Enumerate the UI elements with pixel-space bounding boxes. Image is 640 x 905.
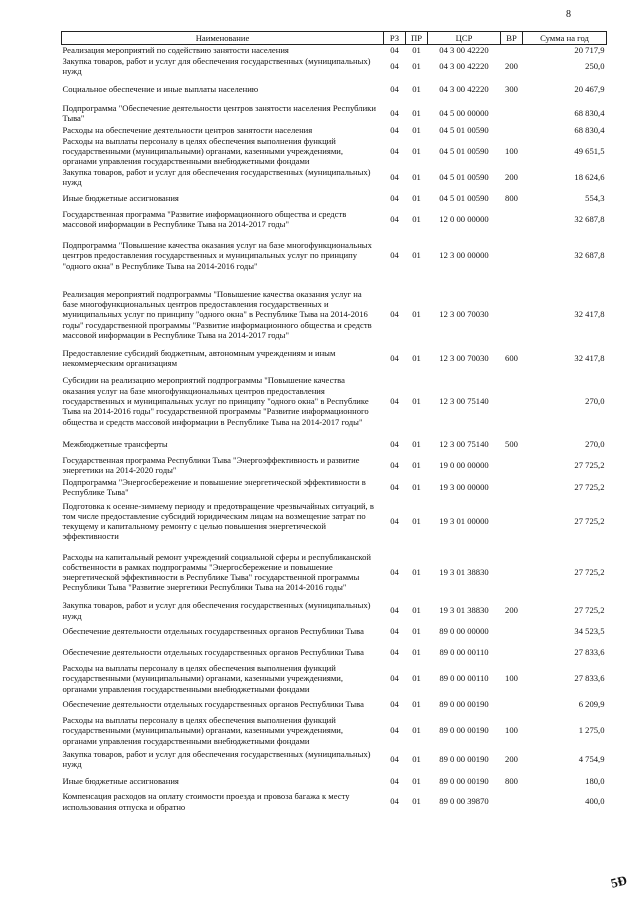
row-sum: 6 209,9 bbox=[578, 699, 605, 710]
row-rz: 04 bbox=[390, 395, 399, 406]
row-vr: 800 bbox=[505, 775, 518, 786]
row-sum: 27 725,2 bbox=[574, 481, 605, 492]
row-sum: 20 717,9 bbox=[574, 45, 605, 56]
row-pr: 01 bbox=[412, 83, 421, 94]
row-vr bbox=[501, 368, 523, 434]
table-row bbox=[62, 102, 607, 125]
row-vr bbox=[501, 498, 523, 544]
row-name: Расходы на выплаты персоналу в целях обеспечения выполнения функций государственными (муниципальными) органами, казенными учреждениями, органами управления государственными внебюджетными фондами bbox=[62, 715, 344, 746]
row-rz: 04 bbox=[390, 673, 399, 684]
table-row bbox=[62, 476, 607, 498]
row-name: Реализация мероприятий по содействию занятости населения bbox=[62, 45, 289, 56]
row-rz: 04 bbox=[390, 796, 399, 807]
row-pr: 01 bbox=[412, 481, 421, 492]
row-csr: 89 0 00 00110 bbox=[439, 673, 489, 684]
row-rz: 04 bbox=[390, 192, 399, 203]
row-pr: 01 bbox=[412, 753, 421, 764]
row-vr bbox=[501, 642, 523, 663]
row-csr: 04 5 00 00000 bbox=[439, 107, 489, 118]
row-sum: 180,0 bbox=[585, 775, 605, 786]
row-rz: 04 bbox=[390, 438, 399, 449]
row-sum: 270,0 bbox=[585, 395, 605, 406]
row-pr: 01 bbox=[412, 566, 421, 577]
table-row bbox=[62, 77, 607, 102]
row-pr: 01 bbox=[412, 250, 421, 261]
row-pr: 01 bbox=[412, 459, 421, 470]
row-sum: 34 523,5 bbox=[574, 626, 605, 637]
row-sum: 27 833,6 bbox=[574, 673, 605, 684]
table-row bbox=[62, 230, 607, 282]
table-row bbox=[62, 167, 607, 188]
table-row bbox=[62, 694, 607, 715]
row-pr: 01 bbox=[412, 352, 421, 363]
table-row bbox=[62, 434, 607, 454]
row-sum: 68 830,4 bbox=[574, 124, 605, 135]
row-csr: 12 0 00 00000 bbox=[439, 213, 489, 224]
table-row bbox=[62, 188, 607, 209]
row-rz: 04 bbox=[390, 753, 399, 764]
row-pr: 01 bbox=[412, 647, 421, 658]
row-rz: 04 bbox=[390, 352, 399, 363]
row-name: Государственная программа "Развитие информационного общества и средств массовой информации в Республике Тыва на 2014-2017 годы" bbox=[62, 208, 347, 229]
table-row bbox=[62, 544, 607, 600]
table-row bbox=[62, 621, 607, 642]
row-sum: 554,3 bbox=[585, 192, 605, 203]
row-sum: 27 833,6 bbox=[574, 647, 605, 658]
row-sum: 18 624,6 bbox=[574, 171, 605, 182]
table-row bbox=[62, 125, 607, 136]
row-vr: 200 bbox=[505, 60, 518, 71]
row-csr: 12 3 00 70030 bbox=[439, 352, 489, 363]
row-csr: 04 3 00 42220 bbox=[439, 83, 489, 94]
row-name: Социальное обеспечение и иные выплаты населению bbox=[62, 83, 259, 94]
row-name: Обеспечение деятельности отдельных государственных органов Республики Тыва bbox=[62, 647, 364, 658]
table-body bbox=[62, 45, 607, 814]
row-vr bbox=[501, 282, 523, 348]
row-rz: 04 bbox=[390, 775, 399, 786]
header-name: Наименование bbox=[62, 32, 384, 45]
row-vr: 200 bbox=[505, 753, 518, 764]
row-name: Подпрограмма "Повышение качества оказания услуг на базе многофункциональных центров предоставления государственных и муниципальных услуг по принципу "одного окна" в Республике Тыва на 2014-2016 годы" bbox=[62, 240, 372, 271]
row-pr: 01 bbox=[412, 626, 421, 637]
row-csr: 12 3 00 00000 bbox=[439, 250, 489, 261]
row-sum: 32 687,8 bbox=[574, 213, 605, 224]
row-csr: 04 3 00 42220 bbox=[439, 45, 489, 56]
row-pr: 01 bbox=[412, 673, 421, 684]
row-vr: 500 bbox=[505, 438, 518, 449]
row-sum: 250,0 bbox=[585, 60, 605, 71]
row-vr: 100 bbox=[505, 673, 518, 684]
row-sum: 1 275,0 bbox=[578, 725, 605, 736]
row-pr: 01 bbox=[412, 725, 421, 736]
table-row bbox=[62, 790, 607, 813]
row-vr bbox=[501, 476, 523, 498]
row-csr: 19 0 00 00000 bbox=[439, 459, 489, 470]
row-vr bbox=[501, 102, 523, 125]
row-csr: 04 5 01 00590 bbox=[439, 145, 489, 156]
row-rz: 04 bbox=[390, 171, 399, 182]
row-name: Закупка товаров, работ и услуг для обеспечения государственных (муниципальных) нужд bbox=[62, 748, 371, 770]
row-rz: 04 bbox=[390, 45, 399, 56]
row-rz: 04 bbox=[390, 515, 399, 526]
header-rz: РЗ bbox=[384, 32, 406, 45]
row-vr bbox=[501, 694, 523, 715]
table-row bbox=[62, 45, 607, 56]
row-sum: 27 725,2 bbox=[574, 459, 605, 470]
row-csr: 19 3 01 38830 bbox=[439, 566, 489, 577]
header-pr: ПР bbox=[406, 32, 428, 45]
row-csr: 89 0 00 00190 bbox=[439, 699, 489, 710]
row-name: Расходы на капитальный ремонт учреждений социальной сферы и республиканской собственности в рамках подпрограммы "Энергосбережение и повышение энергетической эффективности в Республике Тыва" государственной программы Республики Тыва "Развитие энергетики Республики Тыва на 2014-2016 годы" bbox=[62, 551, 372, 593]
row-rz: 04 bbox=[390, 83, 399, 94]
row-csr: 89 0 00 00190 bbox=[439, 753, 489, 764]
row-vr: 800 bbox=[505, 192, 518, 203]
row-name: Подпрограмма "Энергосбережение и повышение энергетической эффективности в Республике Тыва" bbox=[62, 476, 366, 498]
row-rz: 04 bbox=[390, 60, 399, 71]
table-row bbox=[62, 715, 607, 746]
row-vr bbox=[501, 621, 523, 642]
row-name: Предоставление субсидий бюджетным, автономным учреждениям и иным некоммерческим организациям bbox=[62, 347, 336, 368]
table-row bbox=[62, 498, 607, 544]
row-csr: 04 5 01 00590 bbox=[439, 124, 489, 135]
row-vr: 100 bbox=[505, 725, 518, 736]
row-sum: 27 725,2 bbox=[574, 515, 605, 526]
row-name: Реализация мероприятий подпрограммы "Повышение качества оказания услуг на базе многофункциональных центров предоставления государственных и муниципальных услуг по принципу "одного окна" в Республике Тыва на 2014-2016 годы" государственной программы "Развитие информационного общества и средств массовой информации в Республике Тыва на 2014-2017 годы" bbox=[62, 288, 372, 340]
row-vr: 600 bbox=[505, 352, 518, 363]
row-vr: 200 bbox=[505, 605, 518, 616]
row-pr: 01 bbox=[412, 213, 421, 224]
row-name: Обеспечение деятельности отдельных государственных органов Республики Тыва bbox=[62, 699, 364, 710]
row-vr: 200 bbox=[505, 171, 518, 182]
row-pr: 01 bbox=[412, 699, 421, 710]
row-csr: 19 3 00 00000 bbox=[439, 481, 489, 492]
row-pr: 01 bbox=[412, 438, 421, 449]
row-rz: 04 bbox=[390, 605, 399, 616]
handwritten-mark: 5Ð bbox=[609, 872, 629, 891]
row-pr: 01 bbox=[412, 60, 421, 71]
row-name: Расходы на обеспечение деятельности центров занятости населения bbox=[62, 124, 313, 135]
row-name: Закупка товаров, работ и услуг для обеспечения государственных (муниципальных) нужд bbox=[62, 55, 371, 76]
row-csr: 89 0 00 00000 bbox=[439, 626, 489, 637]
header-csr: ЦСР bbox=[428, 32, 501, 45]
row-vr bbox=[501, 209, 523, 230]
row-vr bbox=[501, 125, 523, 136]
row-name: Межбюджетные трансферты bbox=[62, 438, 168, 449]
row-rz: 04 bbox=[390, 145, 399, 156]
row-rz: 04 bbox=[390, 250, 399, 261]
row-sum: 32 417,8 bbox=[574, 309, 605, 320]
row-name: Иные бюджетные ассигнования bbox=[62, 192, 179, 203]
row-pr: 01 bbox=[412, 775, 421, 786]
row-pr: 01 bbox=[412, 171, 421, 182]
row-name: Расходы на выплаты персоналу в целях обеспечения выполнения функций государственными (муниципальными) органами, казенными учреждениями, органами управления государственными внебюджетными фондами bbox=[62, 135, 344, 167]
row-name: Иные бюджетные ассигнования bbox=[62, 775, 179, 786]
row-rz: 04 bbox=[390, 107, 399, 118]
row-name: Субсидии на реализацию мероприятий подпрограммы "Повышение качества оказания услуг на базе многофункциональных центров предоставления государственных и муниципальных услуг по принципу "одного окна" в Республике Тыва на 2014-2016 годы" государственной программы "Развитие информационного общества и средств массовой информации в Республике Тыва на 2014-2017 годы" bbox=[62, 375, 369, 427]
row-rz: 04 bbox=[390, 699, 399, 710]
row-csr: 19 3 01 38830 bbox=[439, 605, 489, 616]
row-csr: 89 0 00 00190 bbox=[439, 725, 489, 736]
row-name: Подготовка к осенне-зимнему периоду и предотвращение чрезвычайных ситуаций, в том числе предоставление субсидий юридическим лицам на возмещение затрат по текущему и капитальному ремонту с целью повышения энергетической эффективности bbox=[62, 500, 374, 542]
row-vr bbox=[501, 544, 523, 600]
row-rz: 04 bbox=[390, 481, 399, 492]
page-number: 8 bbox=[566, 9, 571, 20]
table-row bbox=[62, 282, 607, 348]
row-csr: 04 3 00 42220 bbox=[439, 60, 489, 71]
row-vr: 100 bbox=[505, 145, 518, 156]
row-rz: 04 bbox=[390, 647, 399, 658]
row-rz: 04 bbox=[390, 309, 399, 320]
table-row bbox=[62, 136, 607, 167]
table-row bbox=[62, 642, 607, 663]
row-csr: 19 3 01 00000 bbox=[439, 515, 489, 526]
row-name: Обеспечение деятельности отдельных государственных органов Республики Тыва bbox=[62, 626, 364, 637]
row-sum: 68 830,4 bbox=[574, 107, 605, 118]
row-pr: 01 bbox=[412, 515, 421, 526]
row-csr: 12 3 00 70030 bbox=[439, 309, 489, 320]
row-csr: 89 0 00 39870 bbox=[439, 796, 489, 807]
table-row bbox=[62, 663, 607, 694]
row-vr bbox=[501, 790, 523, 813]
row-pr: 01 bbox=[412, 605, 421, 616]
row-rz: 04 bbox=[390, 124, 399, 135]
table-header-row bbox=[62, 32, 607, 45]
row-pr: 01 bbox=[412, 796, 421, 807]
table-row bbox=[62, 348, 607, 369]
row-rz: 04 bbox=[390, 213, 399, 224]
row-pr: 01 bbox=[412, 192, 421, 203]
row-pr: 01 bbox=[412, 309, 421, 320]
row-name: Закупка товаров, работ и услуг для обеспечения государственных (муниципальных) нужд bbox=[62, 166, 371, 187]
row-name: Закупка товаров, работ и услуг для обеспечения государственных (муниципальных) нужд bbox=[62, 600, 371, 621]
row-vr bbox=[501, 454, 523, 476]
row-sum: 4 754,9 bbox=[578, 753, 605, 764]
budget-table bbox=[61, 31, 607, 813]
row-pr: 01 bbox=[412, 45, 421, 56]
row-vr bbox=[501, 230, 523, 282]
row-vr: 300 bbox=[505, 83, 518, 94]
table-row bbox=[62, 454, 607, 476]
row-rz: 04 bbox=[390, 459, 399, 470]
table-row bbox=[62, 209, 607, 230]
row-name: Государственная программа Республики Тыва "Энергоэффективность и развитие энергетики на 2014-2020 годы" bbox=[62, 454, 360, 476]
table-row bbox=[62, 368, 607, 434]
table-row bbox=[62, 772, 607, 790]
row-name: Расходы на выплаты персоналу в целях обеспечения выполнения функций государственными (муниципальными) органами, казенными учреждениями, органами управления государственными внебюджетными фондами bbox=[62, 663, 344, 694]
row-pr: 01 bbox=[412, 124, 421, 135]
row-sum: 270,0 bbox=[585, 438, 605, 449]
table-row bbox=[62, 56, 607, 77]
row-vr bbox=[501, 45, 523, 56]
row-sum: 32 687,8 bbox=[574, 250, 605, 261]
row-pr: 01 bbox=[412, 107, 421, 118]
table-row bbox=[62, 600, 607, 621]
row-sum: 20 467,9 bbox=[574, 83, 605, 94]
header-sum: Сумма на год bbox=[523, 32, 607, 45]
row-rz: 04 bbox=[390, 725, 399, 736]
header-vr: ВР bbox=[501, 32, 523, 45]
row-sum: 32 417,8 bbox=[574, 352, 605, 363]
row-name: Подпрограмма "Обеспечение деятельности центров занятости населения Республики Тыва" bbox=[62, 102, 376, 123]
row-csr: 12 3 00 75140 bbox=[439, 438, 489, 449]
row-csr: 89 0 00 00110 bbox=[439, 647, 489, 658]
row-csr: 04 5 01 00590 bbox=[439, 171, 489, 182]
row-sum: 27 725,2 bbox=[574, 566, 605, 577]
row-sum: 400,0 bbox=[585, 796, 605, 807]
row-csr: 04 5 01 00590 bbox=[439, 192, 489, 203]
row-rz: 04 bbox=[390, 626, 399, 637]
row-sum: 49 651,5 bbox=[574, 145, 605, 156]
row-name: Компенсация расходов на оплату стоимости проезда и провоза багажа к месту использования отпуска и обратно bbox=[62, 791, 350, 812]
row-csr: 12 3 00 75140 bbox=[439, 395, 489, 406]
row-pr: 01 bbox=[412, 145, 421, 156]
row-csr: 89 0 00 00190 bbox=[439, 775, 489, 786]
row-sum: 27 725,2 bbox=[574, 605, 605, 616]
row-pr: 01 bbox=[412, 395, 421, 406]
row-rz: 04 bbox=[390, 566, 399, 577]
table-row bbox=[62, 746, 607, 772]
